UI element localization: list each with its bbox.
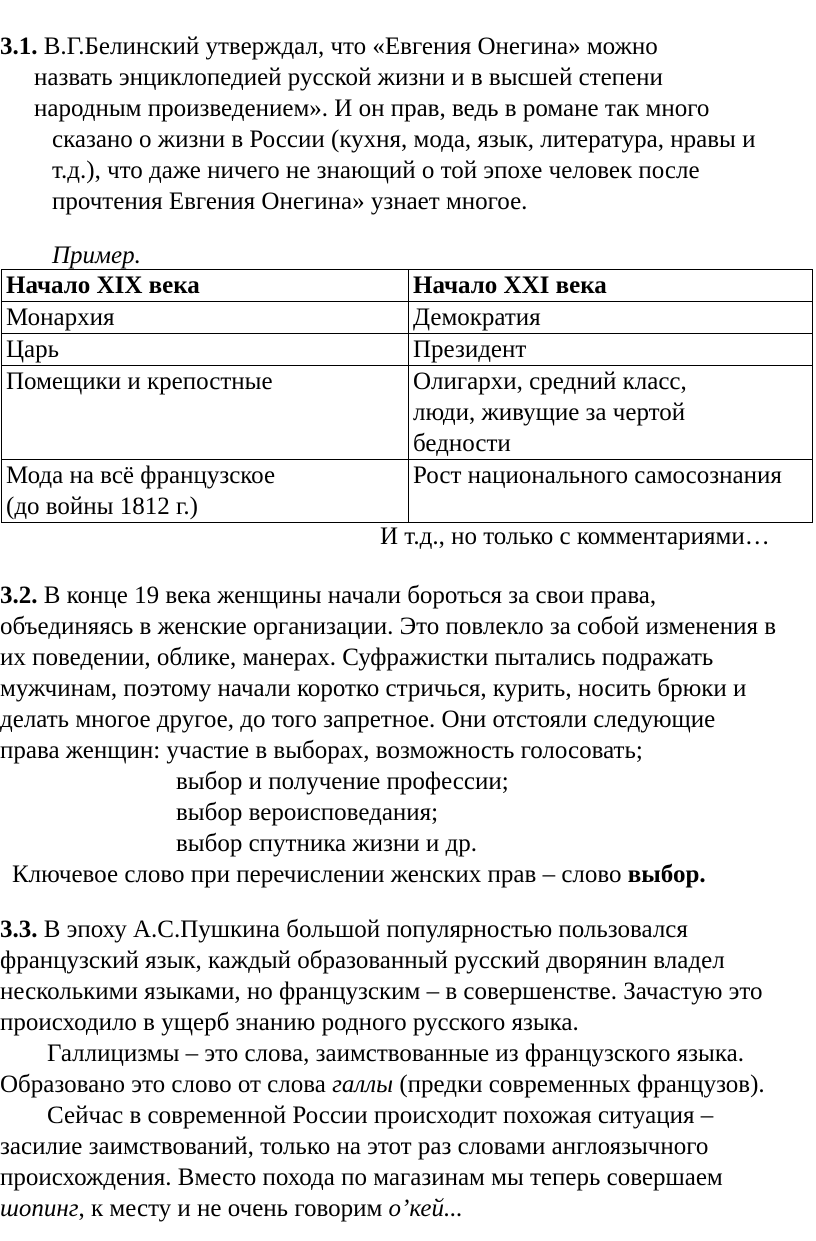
table-cell [2,334,409,366]
table-cell [409,366,813,460]
section-3-3-number: 3.3. [0,916,38,943]
section-3-1-line-4: сказано о жизни в России (кухня, мода, язык, литература, нравы и [52,126,756,153]
table-header-cell: Начало XIX века [2,270,409,302]
section-3-2-line-1 [0,580,656,611]
table-row [2,302,813,334]
section-3-1-line-3: народным произведением». И он прав, ведь в романе так много [34,95,710,122]
table-row [2,366,813,460]
table-cell-line: Рост национального самосознания [413,462,782,489]
section-3-3-line-9: происхождения. Вместо похода по магазинам мы теперь совершаем [0,1164,723,1191]
last-line-ellipsis: ... [444,1195,463,1222]
rights-list-item: выбор спутника жизни и др. [176,830,477,857]
section-3-2-number: 3.2. [0,582,38,609]
rights-list-item: выбор и получение профессии; [176,768,509,795]
table-cell [409,302,813,334]
example-label: Пример. [52,242,141,269]
table-row [2,334,813,366]
section-3-3-line-3: несколькими языками, но французским – в совершенстве. Зачастую это [0,978,763,1005]
section-3-2-text: В конце 19 века женщины начали бороться за свои права, [37,582,657,609]
table-cell-line: (до войны 1812 г.) [6,493,198,520]
key-word-text: Ключевое слово при перечислении женских прав – слово [12,861,628,888]
section-3-1-line-1 [0,31,658,62]
table-cell-line: Царь [6,336,60,363]
section-3-3-line-7: Сейчас в современной России происходит похожая ситуация – [47,1102,714,1129]
section-3-3-line-6 [0,1069,765,1100]
comparison-table [1,269,813,523]
table-cell-line: Помещики и крепостные [6,368,273,395]
key-word-line [12,859,706,890]
origin-text: Образовано это слово от слова [0,1071,333,1098]
table-cell-line: бедности [413,430,511,457]
section-3-3-line-4: происходило в ущерб знанию родного русского языка. [0,1009,579,1036]
table-cell-line: Мода на всё французское [6,462,276,489]
section-3-3-line-5: Галлицизмы – это слова, заимствованные из французского языка. [47,1040,744,1067]
section-3-1-line-5: т.д.), что даже ничего не знающий о той эпохе человек после [52,157,700,184]
section-3-1-number: 3.1. [0,33,38,60]
table-header-row [2,270,813,302]
table-cell-line: Олигархи, средний класс, [413,368,687,395]
section-3-2-line-3: их поведении, облике, манерах. Суфражистки пытались подражать [0,644,714,671]
table-cell [2,460,409,523]
section-3-2-line-2: объединяясь в женские организации. Это повлекло за собой изменения в [0,613,777,640]
table-header-cell: Начало XXI века [409,270,813,302]
section-3-1-text: В.Г.Белинский утверждал, что «Евгения Онегина» можно [43,33,658,60]
section-3-3-line-1 [0,914,688,945]
section-3-3-line-8: засилие заимствований, только на этот раз словами англоязычного [0,1133,709,1160]
last-line-text: , к месту и не очень говорим [78,1195,389,1222]
section-3-3-text: В эпоху А.С.Пушкина большой популярностью пользовался [37,916,688,943]
table-etc-note: И т.д., но только с комментариями… [380,523,770,550]
key-word: выбор. [627,861,706,888]
loanword-okay: о’кей [388,1195,445,1222]
section-3-1-line-2: назвать энциклопедией русской жизни и в высшей степени [34,64,663,91]
table-cell-line: люди, живущие за чертой [413,399,686,426]
rights-list-item: выбор вероисповедания; [176,799,439,826]
section-3-2-line-6: права женщин: участие в выборах, возможность голосовать; [0,737,643,764]
section-3-1-line-6: прочтения Евгения Онегина» узнает многое. [52,188,528,215]
section-3-2-line-5: делать многое другое, до того запретное. Они отстояли следующие [0,706,716,733]
section-3-3-line-2: французский язык, каждый образованный русский дворянин владел [0,947,725,974]
table-cell [409,460,813,523]
section-3-2-line-4: мужчинам, поэтому начали коротко стричься, курить, носить брюки и [0,675,747,702]
origin-text-end: (предки современных французов). [393,1071,765,1098]
table-row [2,460,813,523]
section-3-3-line-10 [0,1193,463,1224]
origin-word: галлы [332,1071,394,1098]
table-cell [409,334,813,366]
table-cell-line: Президент [413,336,527,363]
table-cell [2,302,409,334]
table-cell-line: Монархия [6,304,115,331]
table-cell [2,366,409,460]
table-cell-line: Демократия [413,304,541,331]
loanword-shopping: шопинг [0,1195,79,1222]
